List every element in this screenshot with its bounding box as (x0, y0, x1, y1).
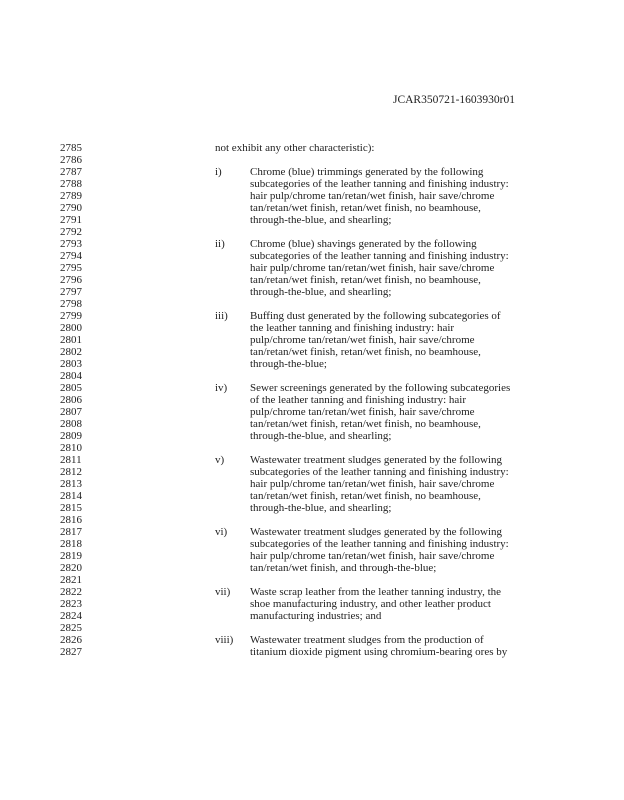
line-number: 2788 (60, 178, 82, 190)
line-text: hair pulp/chrome tan/retan/wet finish, hair save/chrome (250, 190, 495, 202)
line-number: 2801 (60, 334, 82, 346)
line-number: 2806 (60, 394, 82, 406)
line-text: Wastewater treatment sludges generated by the following (250, 454, 503, 466)
line-number: 2793 (60, 238, 82, 250)
line-text: subcategories of the leather tanning and finishing industry: (250, 466, 509, 478)
line-text: through-the-blue, and shearling; (250, 502, 392, 514)
line-text: subcategories of the leather tanning and finishing industry: (250, 538, 509, 550)
line-text: Sewer screenings generated by the following subcategories (250, 382, 511, 394)
list-item-label: iv) (215, 382, 228, 394)
line-text: pulp/chrome tan/retan/wet finish, hair save/chrome (250, 334, 475, 346)
line-number: 2798 (60, 298, 82, 310)
line-number: 2812 (60, 466, 82, 478)
line-text: of the leather tanning and finishing industry: hair (250, 394, 466, 406)
line-number: 2821 (60, 574, 82, 586)
line-text: hair pulp/chrome tan/retan/wet finish, hair save/chrome (250, 478, 495, 490)
line-text: Chrome (blue) shavings generated by the following (250, 238, 477, 250)
line-text: the leather tanning and finishing industry: hair (250, 322, 455, 334)
line-number: 2792 (60, 226, 82, 238)
line-text: Wastewater treatment sludges generated by the following (250, 526, 503, 538)
line-text: tan/retan/wet finish, retan/wet finish, no beamhouse, (250, 346, 481, 358)
line-text: shoe manufacturing industry, and other leather product (250, 598, 491, 610)
line-number: 2815 (60, 502, 82, 514)
line-number: 2791 (60, 214, 82, 226)
line-number: 2826 (60, 634, 82, 646)
list-item-label: viii) (215, 634, 234, 646)
line-text: through-the-blue, and shearling; (250, 430, 392, 442)
line-text: titanium dioxide pigment using chromium-bearing ores by (250, 646, 508, 658)
line-number: 2805 (60, 382, 82, 394)
list-item-label: v) (215, 454, 225, 466)
line-text: pulp/chrome tan/retan/wet finish, hair save/chrome (250, 406, 475, 418)
line-text: through-the-blue, and shearling; (250, 286, 392, 298)
line-number: 2813 (60, 478, 82, 490)
line-text: Buffing dust generated by the following subcategories of (250, 310, 501, 322)
line-number: 2818 (60, 538, 82, 550)
line-number: 2827 (60, 646, 82, 658)
line-number: 2810 (60, 442, 82, 454)
document-id-header: JCAR350721-1603930r01 (392, 94, 515, 106)
line-number: 2786 (60, 154, 82, 166)
line-number: 2802 (60, 346, 82, 358)
line-number: 2796 (60, 274, 82, 286)
line-number: 2819 (60, 550, 82, 562)
line-number: 2808 (60, 418, 82, 430)
line-number: 2803 (60, 358, 82, 370)
list-item-label: vi) (215, 526, 228, 538)
list-item-label: i) (215, 166, 222, 178)
line-text: tan/retan/wet finish, retan/wet finish, no beamhouse, (250, 418, 481, 430)
line-number: 2789 (60, 190, 82, 202)
line-number: 2816 (60, 514, 82, 526)
line-number: 2811 (60, 454, 82, 466)
line-number: 2795 (60, 262, 82, 274)
line-number: 2814 (60, 490, 82, 502)
line-number: 2800 (60, 322, 82, 334)
list-item-label: ii) (215, 238, 225, 250)
list-item-label: iii) (215, 310, 228, 322)
line-text: hair pulp/chrome tan/retan/wet finish, hair save/chrome (250, 262, 495, 274)
line-number: 2797 (60, 286, 82, 298)
line-text: tan/retan/wet finish, retan/wet finish, no beamhouse, (250, 490, 481, 502)
line-text: through-the-blue, and shearling; (250, 214, 392, 226)
line-text: hair pulp/chrome tan/retan/wet finish, hair save/chrome (250, 550, 495, 562)
line-text: tan/retan/wet finish, retan/wet finish, no beamhouse, (250, 274, 481, 286)
list-item-label: vii) (215, 586, 231, 598)
line-number: 2804 (60, 370, 82, 382)
line-text: Waste scrap leather from the leather tanning industry, the (250, 586, 502, 598)
line-text: tan/retan/wet finish, retan/wet finish, no beamhouse, (250, 202, 481, 214)
line-number: 2807 (60, 406, 82, 418)
line-text: subcategories of the leather tanning and finishing industry: (250, 178, 509, 190)
line-text: not exhibit any other characteristic): (215, 142, 375, 154)
line-text: Wastewater treatment sludges from the production of (250, 634, 484, 646)
line-number: 2825 (60, 622, 82, 634)
line-text: through-the-blue; (250, 358, 327, 370)
line-number: 2799 (60, 310, 82, 322)
line-number: 2787 (60, 166, 82, 178)
line-text: Chrome (blue) trimmings generated by the following (250, 166, 484, 178)
line-text: subcategories of the leather tanning and finishing industry: (250, 250, 509, 262)
line-number: 2809 (60, 430, 82, 442)
line-number: 2790 (60, 202, 82, 214)
line-text: tan/retan/wet finish, and through-the-blue; (250, 562, 437, 574)
line-number: 2822 (60, 586, 82, 598)
line-number: 2820 (60, 562, 82, 574)
line-number: 2785 (60, 142, 82, 154)
line-number: 2823 (60, 598, 82, 610)
line-text: manufacturing industries; and (250, 610, 382, 622)
line-number: 2817 (60, 526, 82, 538)
line-number: 2794 (60, 250, 82, 262)
line-number: 2824 (60, 610, 82, 622)
